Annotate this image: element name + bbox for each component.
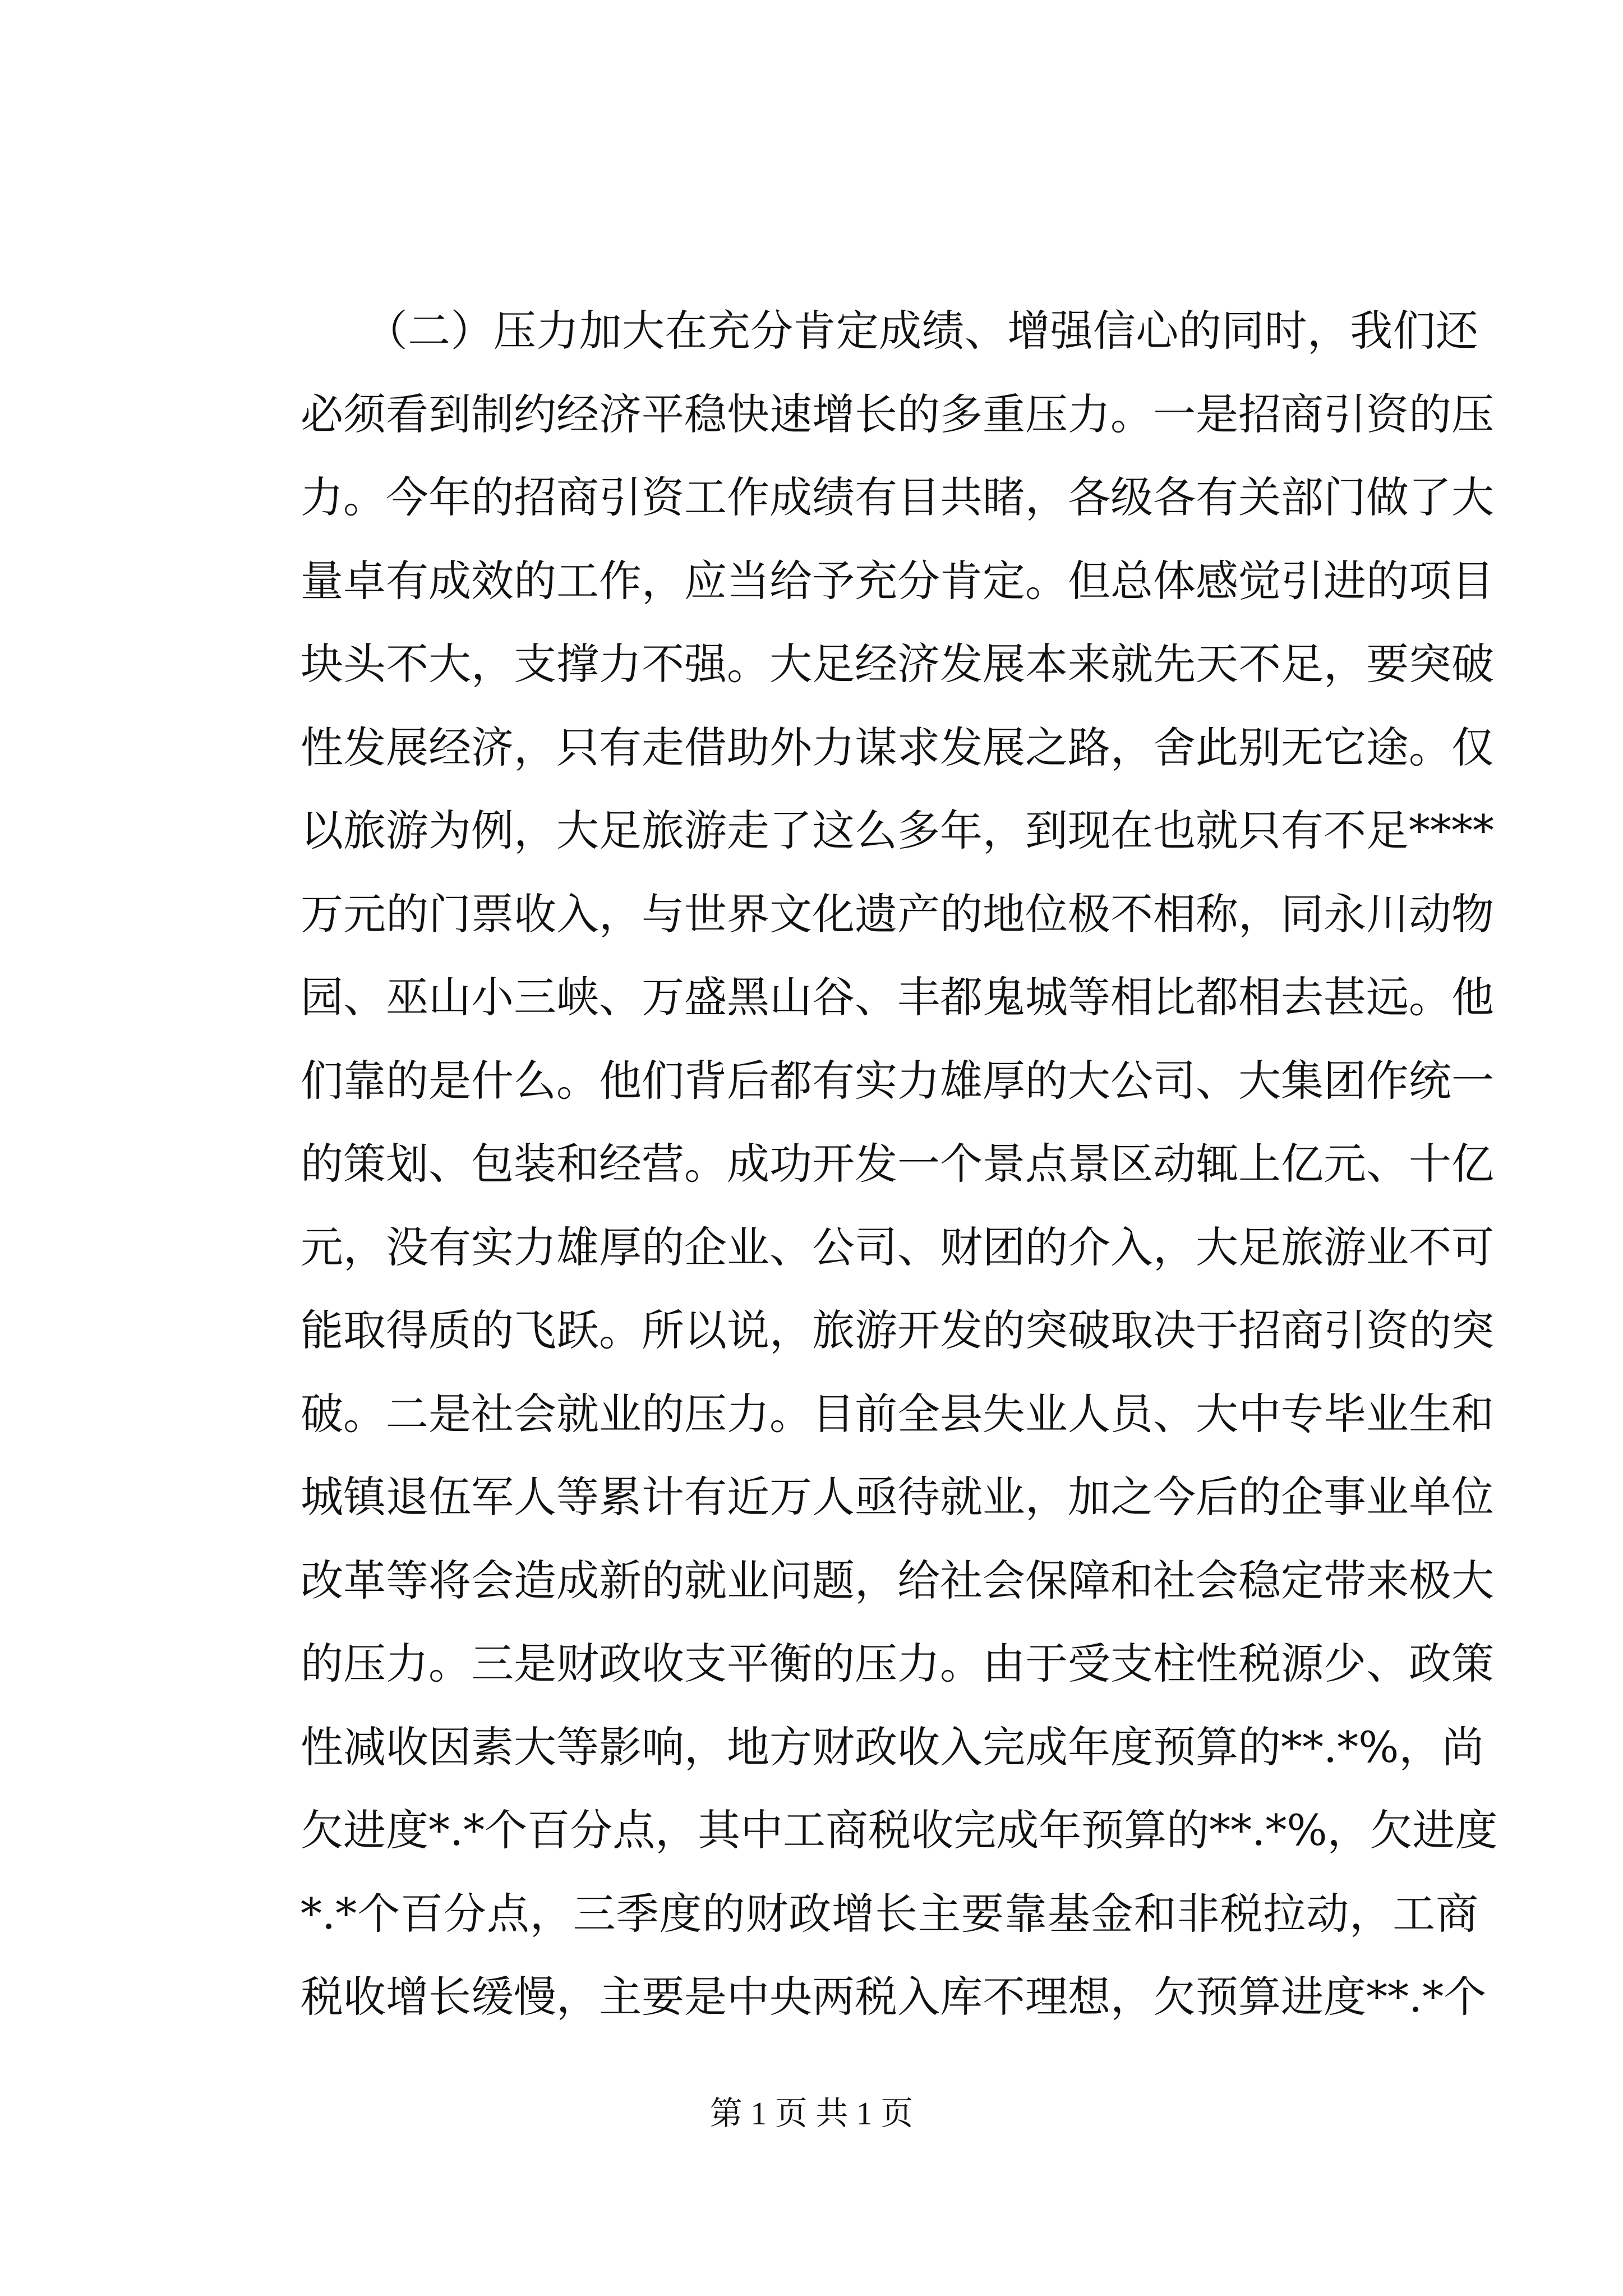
text-line: 税收增长缓慢，主要是中央两税入库不理想，欠预算进度**.*个 [301, 1972, 1487, 2022]
text-line: 力。今年的招商引资工作成绩有目共睹，各级各有关部门做了大 [301, 472, 1494, 522]
text-line: 们靠的是什么。他们背后都有实力雄厚的大公司、大集团作统一 [301, 1055, 1494, 1106]
text-line: 的策划、包装和经营。成功开发一个景点景区动辄上亿元、十亿 [301, 1139, 1494, 1189]
text-line: 欠进度*.*个百分点，其中工商税收完成年预算的**.*%，欠进度 [301, 1805, 1498, 1855]
text-line: 改革等将会造成新的就业问题，给社会保障和社会稳定带来极大 [301, 1555, 1494, 1605]
text-line: （二）压力加大在充分肯定成绩、增强信心的同时，我们还 [301, 306, 1478, 356]
text-line: 城镇退伍军人等累计有近万人亟待就业，加之今后的企事业单位 [301, 1472, 1494, 1522]
text-line: 的压力。三是财政收支平衡的压力。由于受支柱性税源少、政策 [301, 1639, 1494, 1688]
text-line: 性发展经济，只有走借助外力谋求发展之路，舍此别无它途。仅 [301, 722, 1494, 772]
text-line: 性减收因素大等影响，地方财政收入完成年度预算的**.*%，尚 [301, 1722, 1484, 1772]
text-line: 必须看到制约经济平稳快速增长的多重压力。一是招商引资的压 [301, 389, 1494, 439]
text-line: 园、巫山小三峡、万盛黑山谷、丰都鬼城等相比都相去甚远。他 [301, 972, 1494, 1022]
text-line: 量卓有成效的工作，应当给予充分肯定。但总体感觉引进的项目 [301, 555, 1494, 606]
text-line: *.*个百分点，三季度的财政增长主要靠基金和非税拉动，工商 [301, 1888, 1478, 1939]
page-footer: 第 1 页 共 1 页 [709, 2095, 914, 2132]
text-line: 能取得质的飞跃。所以说，旅游开发的突破取决于招商引资的突 [301, 1305, 1494, 1355]
text-line: 以旅游为例，大足旅游走了这么多年，到现在也就只有不足**** [301, 806, 1494, 855]
body-paragraph [301, 289, 1498, 2039]
text-line: 破。二是社会就业的压力。目前全县失业人员、大中专毕业生和 [301, 1388, 1494, 1439]
text-line: 元，没有实力雄厚的企业、公司、财团的介入，大足旅游业不可 [301, 1222, 1494, 1272]
text-line: 块头不大，支撑力不强。大足经济发展本来就先天不足，要突破 [301, 639, 1494, 689]
text-line: 万元的门票收入，与世界文化遗产的地位极不相称，同永川动物 [301, 889, 1494, 939]
